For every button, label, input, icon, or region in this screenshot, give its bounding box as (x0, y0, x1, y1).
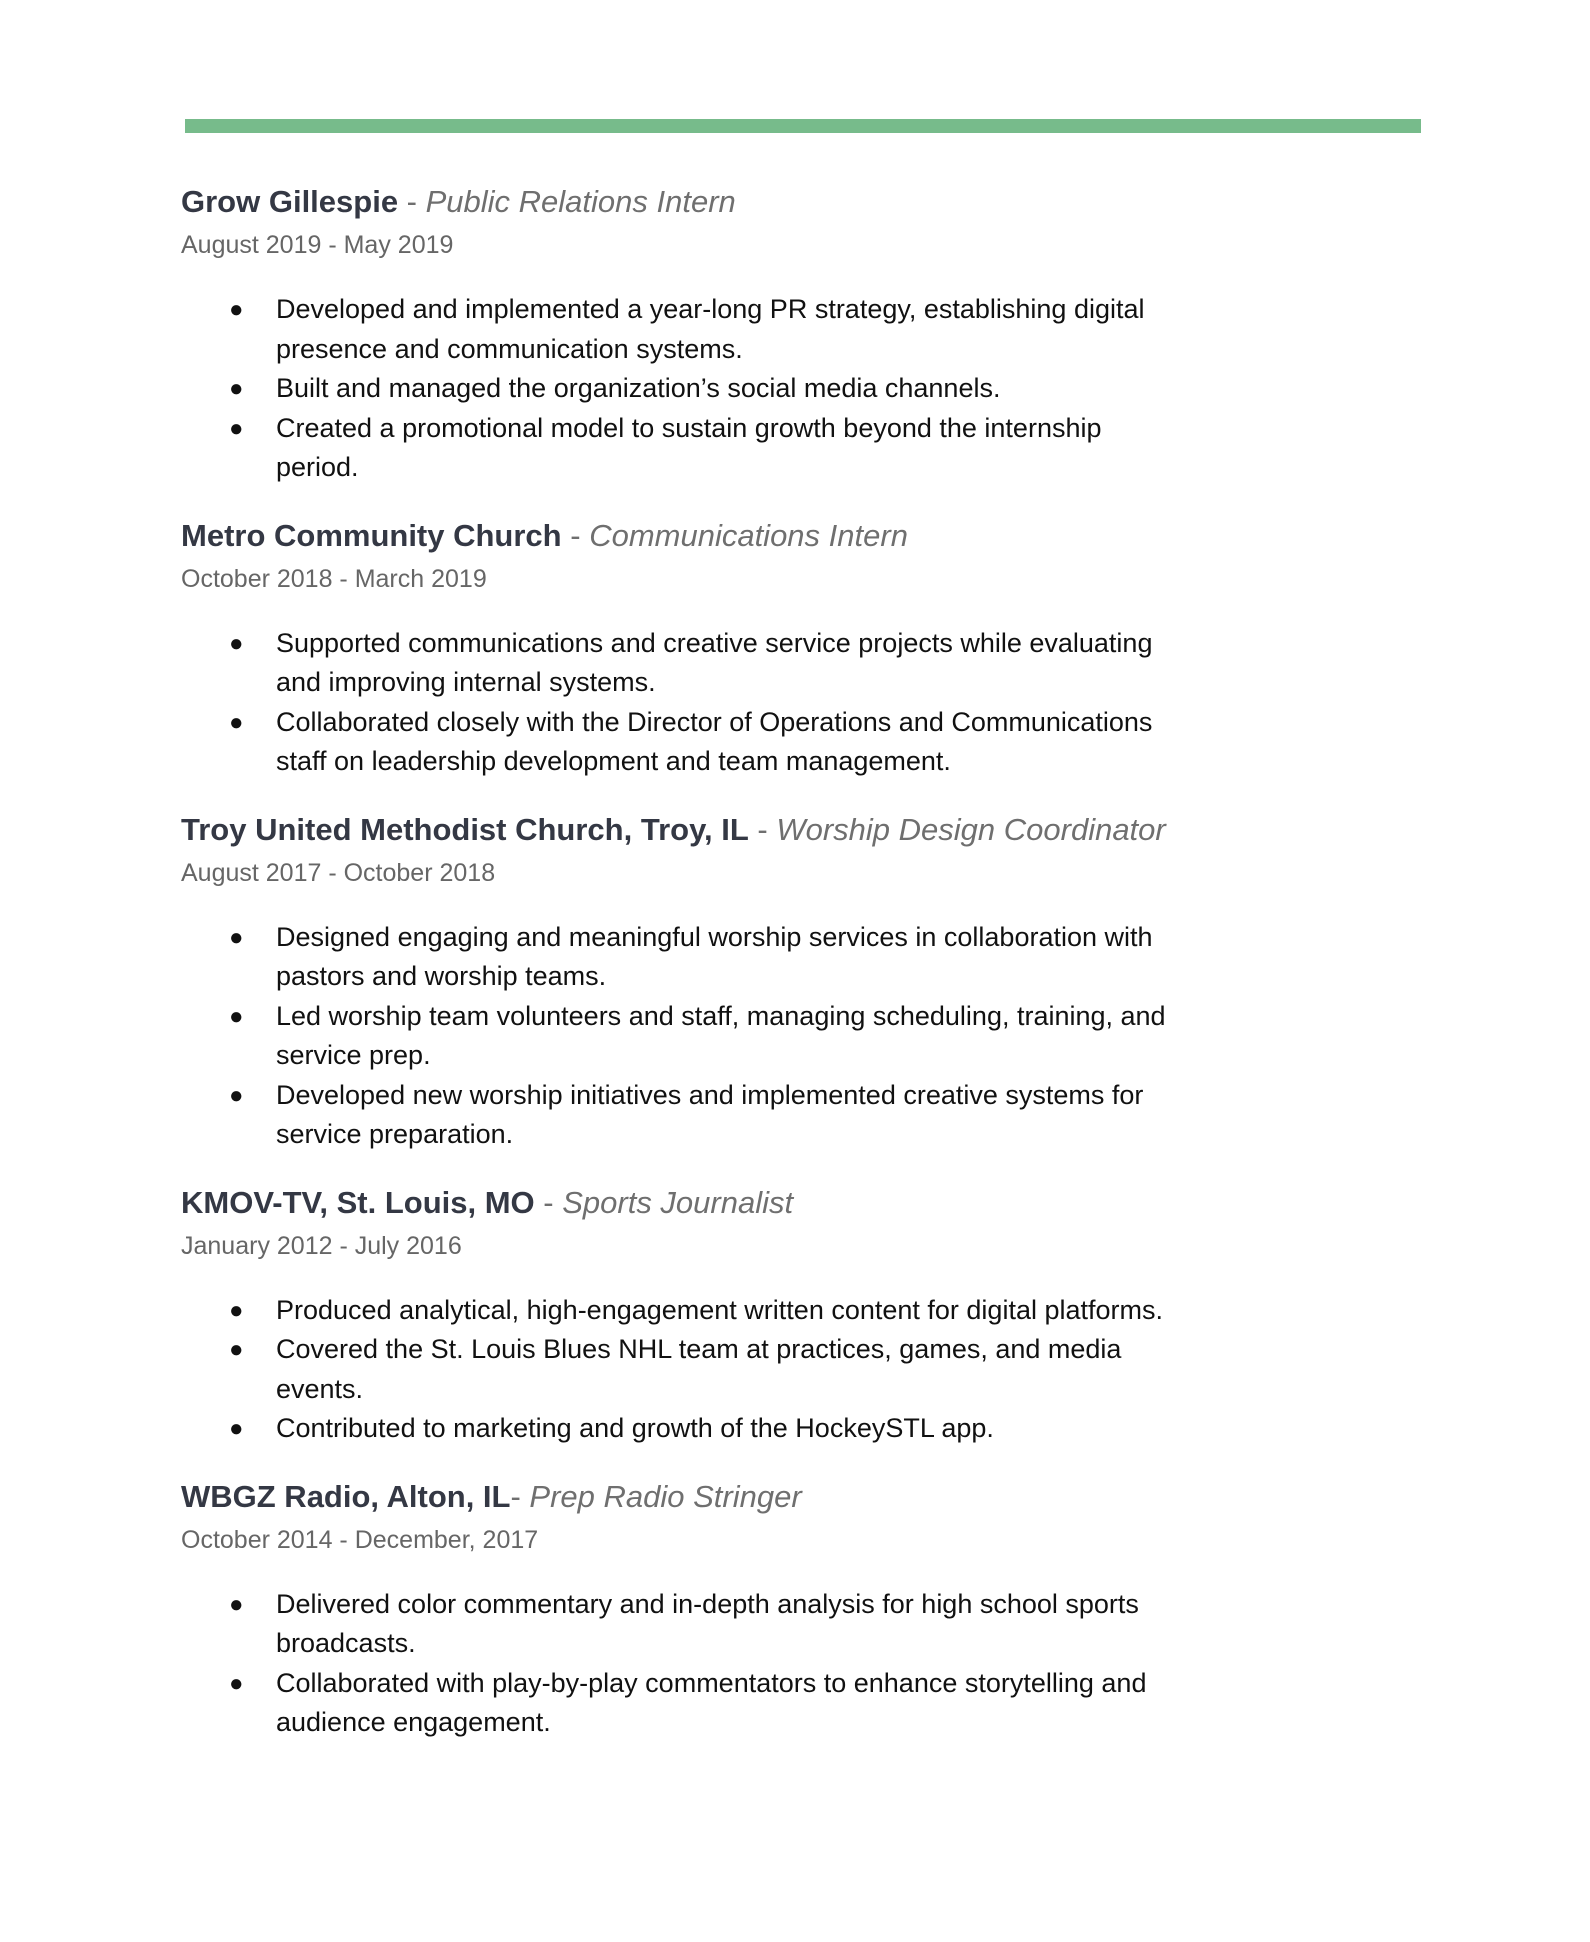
job-entry (181, 1477, 1231, 1743)
job-bullet (181, 1409, 1176, 1449)
bullet-text: Collaborated with play-by-play commentators to enhance storytelling and audience engagement. (276, 1667, 1147, 1737)
job-bullet (181, 997, 1176, 1076)
job-bullet (181, 1664, 1176, 1743)
job-title: Communications Intern (589, 517, 908, 553)
job-title: Sports Journalist (562, 1184, 794, 1220)
job-bullet (181, 290, 1176, 369)
bullet-text: Designed engaging and meaningful worship services in collaboration with pastors and worship teams. (276, 921, 1153, 991)
job-bullet (181, 1076, 1176, 1155)
job-bullet-list (181, 624, 1231, 782)
heading-separator: - (748, 811, 777, 847)
bullet-text: Supported communications and creative service projects while evaluating and improving internal systems. (276, 627, 1153, 697)
bullet-text: Created a promotional model to sustain growth beyond the internship period. (276, 412, 1102, 482)
job-bullet (181, 918, 1176, 997)
bullet-icon: ● (229, 1002, 244, 1030)
bullet-icon: ● (229, 1336, 244, 1363)
job-dates: August 2019 - May 2019 (181, 231, 454, 259)
bullet-icon: ● (229, 1415, 244, 1442)
job-entry (181, 1183, 1231, 1449)
employer-name: Troy United Methodist Church, Troy, IL (181, 811, 749, 847)
job-bullet (181, 369, 1176, 409)
bullet-text: Led worship team volunteers and staff, managing scheduling, training, and service prep. (276, 1000, 1166, 1070)
experience-section (181, 182, 1231, 1743)
bullet-text: Developed and implemented a year-long PR strategy, establishing digital presence and communication systems. (276, 294, 1145, 364)
bullet-icon: ● (229, 296, 244, 323)
job-bullet-list (181, 918, 1231, 1155)
job-title: Prep Radio Stringer (529, 1478, 802, 1514)
bullet-icon: ● (229, 1590, 244, 1618)
heading-separator: - (561, 517, 590, 553)
job-heading (181, 516, 1231, 556)
employer-name: Metro Community Church (181, 517, 562, 553)
job-bullet-list (181, 1291, 1231, 1449)
job-dates: October 2018 - March 2019 (181, 564, 487, 593)
employer-name: WBGZ Radio, Alton, IL (181, 1478, 511, 1514)
bullet-text: Developed new worship initiatives and implemented creative systems for service preparation. (276, 1079, 1144, 1149)
bullet-icon: ● (229, 375, 244, 402)
bullet-text: Built and managed the organization’s social media channels. (276, 373, 1001, 403)
job-bullet-list (181, 290, 1231, 488)
bullet-icon: ● (229, 708, 244, 736)
bullet-icon: ● (229, 1296, 244, 1324)
heading-separator: - (534, 1184, 563, 1220)
bullet-text: Collaborated closely with the Director of Operations and Communications staff on leadership development and team management. (276, 706, 1153, 776)
employer-name: KMOV-TV, St. Louis, MO (181, 1184, 535, 1220)
job-title: Worship Design Coordinator (776, 811, 1166, 847)
bullet-icon: ● (229, 923, 244, 951)
job-title: Public Relations Intern (425, 184, 736, 219)
heading-separator: - (510, 1478, 530, 1514)
bullet-icon: ● (229, 1081, 244, 1109)
job-heading (181, 182, 1231, 222)
job-bullet (181, 409, 1176, 488)
bullet-text: Delivered color commentary and in-depth analysis for high school sports broadcasts. (276, 1588, 1139, 1658)
bullet-text: Contributed to marketing and growth of the HockeySTL app. (276, 1413, 994, 1443)
accent-divider (185, 119, 1421, 133)
bullet-icon: ● (229, 414, 244, 442)
job-bullet (181, 1291, 1176, 1331)
job-bullet-list (181, 1585, 1231, 1743)
job-entry (181, 810, 1231, 1155)
bullet-text: Covered the St. Louis Blues NHL team at practices, games, and media events. (276, 1334, 1122, 1404)
job-bullet (181, 1585, 1176, 1664)
employer-name: Grow Gillespie (181, 184, 399, 219)
heading-separator: - (398, 184, 426, 219)
bullet-icon: ● (229, 629, 244, 657)
job-dates: October 2014 - December, 2017 (181, 1525, 539, 1554)
job-heading (181, 810, 1231, 850)
job-bullet (181, 624, 1176, 703)
job-bullet (181, 1330, 1176, 1409)
bullet-icon: ● (229, 1669, 244, 1697)
job-dates: January 2012 - July 2016 (181, 1231, 462, 1260)
job-entry (181, 182, 1231, 488)
job-heading (181, 1477, 1231, 1517)
job-bullet (181, 703, 1176, 782)
job-entry (181, 516, 1231, 782)
bullet-text: Produced analytical, high-engagement written content for digital platforms. (276, 1294, 1163, 1325)
job-dates: August 2017 - October 2018 (181, 858, 496, 887)
job-heading (181, 1183, 1231, 1223)
